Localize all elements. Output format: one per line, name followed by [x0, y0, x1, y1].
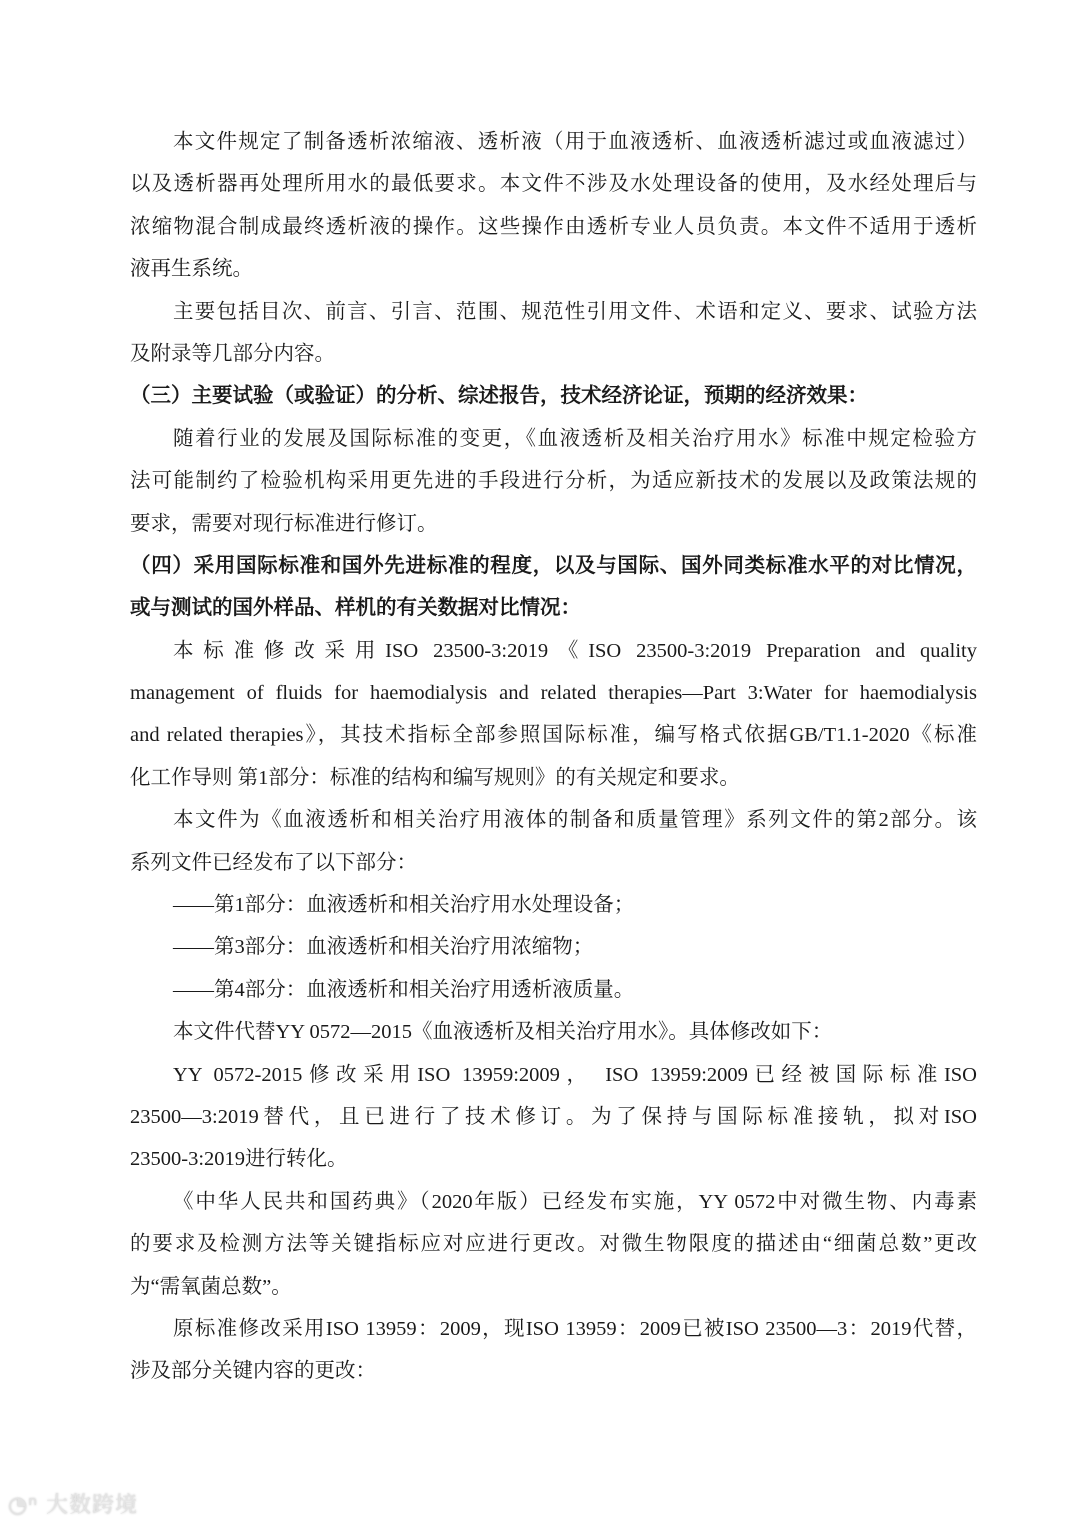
- text-line: 液再生系统。: [130, 258, 253, 281]
- text-line: 本文件代替YY 0572—2015《血液透析及相关治疗用水》。具体修改如下：: [173, 1021, 833, 1044]
- watermark-logo: ◔ⁿ 大数跨境: [8, 1493, 138, 1518]
- text-line: 为“需氧菌总数”。: [130, 1275, 292, 1298]
- watermark-text: 大数跨境: [45, 1493, 138, 1518]
- text-line: 随着行业的发展及国际标准的变更，《血液透析及相关治疗用水》标准中规定检验方: [173, 427, 977, 450]
- paragraph: [130, 418, 977, 545]
- text-line: management of fluids for haemodialysis and related therapies—Part 3:Water for haemodialysis: [130, 682, 977, 705]
- text-line: 或与测试的国外样品、样机的有关数据对比情况：: [130, 597, 581, 620]
- text-line: 要求，需要对现行标准进行修订。: [130, 512, 438, 535]
- paragraph: [130, 291, 977, 376]
- text-line: 的要求及检测方法等关键指标应对应进行更改。对微生物限度的描述由“细菌总数”更改: [130, 1233, 977, 1256]
- text-line: （四）采用国际标准和国外先进标准的程度，以及与国际、国外同类标准水平的对比情况，: [130, 554, 977, 577]
- paragraph: [130, 969, 977, 1011]
- paragraph: [130, 799, 977, 884]
- paragraph: [130, 1011, 977, 1053]
- section-heading: [130, 545, 977, 630]
- paragraph: [130, 1308, 977, 1393]
- text-line: and related therapies》，其技术指标全部参照国际标准，编写格式依据GB/T1.1-2020《标准: [130, 724, 977, 747]
- section-heading: [130, 375, 977, 417]
- paragraph: [130, 121, 977, 291]
- text-line: 涉及部分关键内容的更改：: [130, 1360, 376, 1383]
- text-line: 法可能制约了检验机构采用更先进的手段进行分析，为适应新技术的发展以及政策法规的: [130, 470, 977, 493]
- text-line: 23500—3:2019替代，且已进行了技术修订。为了保持与国际标准接轨，拟对ISO: [130, 1105, 977, 1128]
- text-line: 《中华人民共和国药典》（2020年版）已经发布实施，YY 0572中对微生物、内毒素: [173, 1190, 977, 1213]
- text-line: 本文件规定了制备透析浓缩液、透析液（用于血液透析、血液透析滤过或血液滤过）: [173, 131, 977, 153]
- paragraph: [130, 884, 977, 926]
- text-line: 本文件为《血液透析和相关治疗用液体的制备和质量管理》系列文件的第2部分。该: [173, 809, 977, 832]
- text-line: 23500-3:2019进行转化。: [130, 1148, 348, 1171]
- text-line: 本标准修改采用ISO 23500-3:2019《ISO 23500-3:2019 Preparation and quality: [173, 639, 977, 662]
- text-line: ——第4部分：血液透析和相关治疗用透析液质量。: [173, 978, 635, 1001]
- text-line: 浓缩物混合制成最终透析液的操作。这些操作由透析专业人员负责。本文件不适用于透析: [130, 215, 977, 238]
- paragraph: [130, 630, 977, 800]
- text-line: 以及透析器再处理所用水的最低要求。本文件不涉及水处理设备的使用，及水经处理后与: [130, 173, 977, 196]
- text-line: 化工作导则 第1部分：标准的结构和编写规则》的有关规定和要求。: [130, 766, 740, 789]
- paragraph: [130, 1181, 977, 1308]
- document-body: [130, 121, 977, 1393]
- text-line: 及附录等几部分内容。: [130, 342, 335, 365]
- text-line: 系列文件已经发布了以下部分：: [130, 851, 417, 874]
- text-line: ——第3部分：血液透析和相关治疗用浓缩物；: [173, 936, 594, 959]
- text-line: （三）主要试验（或验证）的分析、综述报告，技术经济论证，预期的经济效果：: [130, 385, 868, 408]
- text-line: 主要包括目次、前言、引言、范围、规范性引用文件、术语和定义、要求、试验方法: [173, 300, 977, 323]
- text-line: 原标准修改采用ISO 13959：2009，现ISO 13959：2009已被ISO 23500—3：2019代替，: [173, 1317, 977, 1340]
- paragraph: [130, 926, 977, 968]
- text-line: YY 0572-2015修改采用ISO 13959:2009， ISO 13959:2009已经被国际标准ISO: [173, 1063, 977, 1086]
- paragraph: [130, 1054, 977, 1181]
- text-line: ——第1部分：血液透析和相关治疗用水处理设备；: [173, 894, 635, 917]
